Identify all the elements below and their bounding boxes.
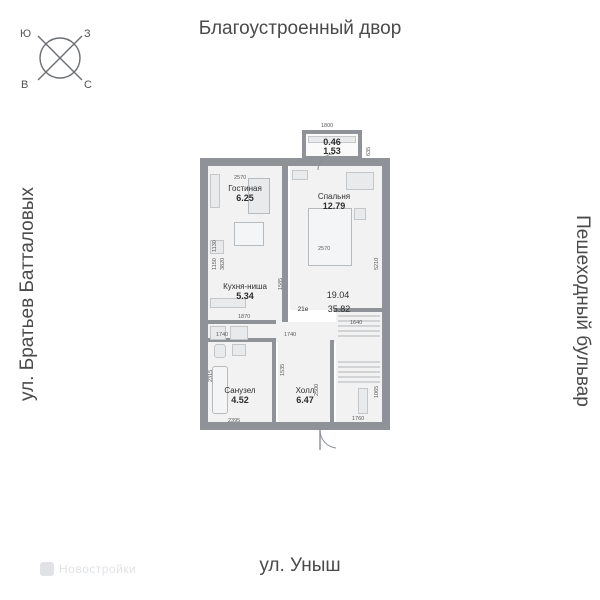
summary-total-area: 35.82 — [327, 304, 351, 314]
watermark — [40, 562, 136, 576]
watermark-logo-icon — [40, 562, 54, 576]
room-label-kitchen — [204, 282, 286, 302]
room-label-bath — [208, 386, 272, 406]
utility-box — [358, 388, 368, 414]
room-area-kitchen: 5.34 — [236, 291, 254, 302]
room-label-hall — [278, 383, 332, 406]
page-title-bottom: ул. Уныш — [259, 555, 341, 576]
room-name-hall: Холл — [295, 386, 315, 395]
dim-bath-width: 1740 — [216, 332, 229, 338]
room-name-living: Гостиная — [228, 184, 262, 193]
room-area-hall: 6.47 — [296, 395, 314, 406]
room-name-kitchen: Кухня-ниша — [223, 282, 267, 291]
partition-living-bedroom — [282, 166, 288, 270]
dim-kitchen-width: 1870 — [238, 314, 251, 320]
apartment-summary-total — [306, 304, 372, 314]
compass-label-west: С — [84, 79, 92, 91]
summary-type: 21е — [297, 306, 309, 313]
compass-label-south: В — [21, 79, 29, 91]
partition-corridor-top — [208, 320, 276, 324]
watermark-text: Новостройки — [59, 562, 137, 576]
dim-corridor-height: 2500 — [314, 383, 320, 396]
dim-left-small-2: 1130 — [212, 240, 218, 252]
dim-kitchen-height: 1585 — [278, 277, 284, 290]
compass-label-north: Ю — [20, 28, 32, 40]
dim-bedroom-height: 5210 — [374, 257, 380, 270]
dim-balcony-width: 1800 — [321, 123, 334, 129]
street-label-right: Пешеходный бульвар — [572, 215, 593, 407]
dim-left-small-1: 1150 — [212, 258, 218, 270]
kitchen-table — [230, 326, 248, 340]
dim-right-small: 1065 — [374, 385, 380, 398]
room-name-bedroom: Спальня — [317, 192, 351, 201]
compass-label-east: З — [84, 28, 91, 40]
partition-hall-right — [330, 340, 334, 422]
room-label-bedroom — [294, 192, 374, 212]
room-label-living — [204, 184, 286, 204]
balcony-area — [306, 146, 358, 156]
bed — [308, 208, 352, 266]
room-area-living: 6.25 — [236, 193, 254, 204]
room-name-bath: Санузел — [224, 386, 256, 395]
apartment-summary — [298, 290, 378, 300]
dim-living-height: 3820 — [220, 257, 226, 270]
desk — [346, 172, 374, 190]
entrance-door-icon — [318, 430, 344, 460]
storage-hatch-icon-2 — [336, 358, 382, 388]
dim-living-width: 2570 — [234, 175, 247, 181]
street-label-left: ул. Братьев Батталовых — [17, 187, 38, 401]
washbasin — [232, 344, 246, 356]
dim-hall-height: 1535 — [280, 363, 286, 376]
room-fill-hall — [278, 342, 332, 422]
partition-bath-hall — [272, 340, 276, 422]
summary-living-area: 19.04 — [326, 290, 350, 300]
dim-hall-width: 1740 — [284, 332, 297, 338]
dim-right-width: 1640 — [350, 320, 363, 326]
toilet — [214, 344, 226, 358]
wall-top — [200, 158, 390, 166]
dim-balcony-height: 635 — [366, 146, 372, 156]
dim-bath-bottom: 2395 — [228, 418, 241, 424]
dim-bath-height: 2315 — [208, 369, 214, 382]
room-area-bedroom: 12.79 — [322, 201, 346, 212]
coffee-table — [234, 222, 264, 246]
balcony-coef-value: 0.46 — [323, 137, 341, 147]
compass-rose — [20, 25, 100, 95]
dim-right-bottom: 1760 — [352, 416, 365, 422]
page-title-top: Благоустроенный двор — [198, 18, 402, 39]
storage-hatch-icon — [336, 312, 382, 342]
room-area-bath: 4.52 — [231, 395, 249, 406]
balcony-area-value: 1.53 — [323, 146, 341, 156]
dim-bedroom-width: 2570 — [318, 246, 331, 252]
floorplan — [190, 123, 410, 460]
bedroom-wardrobe — [292, 170, 308, 180]
wall-right — [382, 158, 390, 430]
